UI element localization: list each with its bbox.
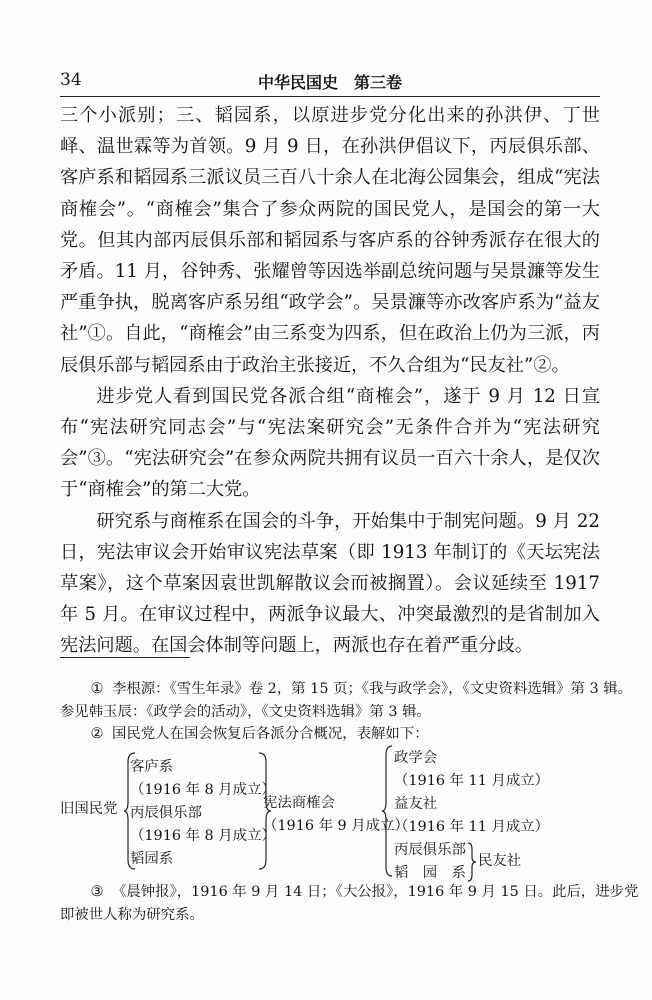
group-date: （1916 年 8 月成立） (130, 828, 276, 844)
merge-member: 丙辰俱乐部 (394, 842, 466, 858)
page-header (60, 70, 600, 94)
group-name: 客庐系 (130, 759, 174, 775)
footnote-mark: ① (90, 681, 104, 697)
body-text (60, 100, 600, 662)
group-name: 益友社 (394, 796, 438, 812)
right-brace (381, 745, 393, 877)
group-date: （1916 年 11 月成立） (394, 819, 550, 835)
group-name: 丙辰俱乐部 (130, 805, 202, 821)
header-rule (60, 96, 600, 97)
footnote-mark: ③ (90, 884, 104, 900)
footnote-1 (60, 678, 632, 724)
merge-result: 民友社 (478, 853, 522, 869)
running-title: 中华民国史 第三卷 (257, 73, 402, 92)
middle-group-date: （1916 年 9 月成立） (263, 818, 409, 834)
page-number: 34 (60, 70, 82, 90)
footnote-text: 参见韩玉辰：《政学会的活动》，《文史资料选辑》第 3 辑。 (60, 704, 431, 720)
merge-brace (467, 842, 477, 882)
middle-group-name: 宪法商榷会 (263, 795, 335, 811)
paragraph: 进步党人看到国民党各派合组“商榷会”，遂于 9 月 12 日宣布“宪法研究同志会”与“宪法案研究会”无条件合并为“宪法研究会”③。“宪法研究会”在参众两院共拥有议员一百六十余人，是仅次于“商榷会”的第二大党。 (60, 385, 600, 501)
group-date: （1916 年 8 月成立） (130, 782, 276, 798)
footnote-3 (60, 881, 639, 927)
footnote-rule (60, 657, 190, 658)
group-name: 政学会 (394, 750, 438, 766)
footnote-text: 即被世人称为研究系。 (60, 907, 204, 923)
group-date: （1916 年 11 月成立） (394, 773, 550, 789)
paragraph: 研究系与商榷系在国会的斗争，开始集中于制宪问题。9 月 22 日，宪法审议会开始审议宪法草案（即 1913 年制订的《天坛宪法草案》，这个草案因袁世凯解散议会而被搁置）。会议延续至 1917 年 5 月。在审议过程中，两派争议最大、冲突最激烈的是省制加入宪法问题。在国会体制等问题上，两派也存在着严重分歧。 (60, 510, 600, 657)
paragraph: 三个小派别；三、韬园系，以原进步党分化出来的孙洪伊、丁世峄、温世霖等为首领。9 月 9 日，在孙洪伊倡议下，丙辰俱乐部、客庐系和韬园系三派议员三百八十余人在北海公园集会，组成“宪法商榷会”。“商榷会”集合了参众两院的国民党人，是国会的第一大党。但其内部丙辰俱乐部和韬园系与客庐系的谷钟秀派存在很大的矛盾。11 月，谷钟秀、张耀曾等因选举副总统问题与吴景濂等发生严重争执，脱离客庐系另组“政学会”。吴景濂等亦改客庐系为“益友社”①。自此，“商榷会”由三系变为四系，但在政治上仍为三派，丙辰俱乐部与韬园系由于政治主张接近，不久合组为“民友社”②。 (60, 105, 600, 376)
footnote-text: 《晨钟报》，1916 年 9 月 14 日；《大公报》，1916 年 9 月 15 日。此后，进步党 (112, 884, 639, 900)
group-name: 韬园系 (130, 851, 174, 867)
merge-member: 韬 园 系 (394, 865, 466, 881)
footnote-text: 国民党人在国会恢复后各派分合概况，表解如下： (112, 726, 429, 742)
footnote-2 (60, 723, 605, 746)
footnote-mark: ② (90, 726, 104, 742)
footnote-text: 李根源：《雪生年录》卷 2，第 15 页；《我与政学会》，《文史资料选辑》第 3 辑。 (112, 681, 632, 697)
diagram-root: 旧国民党 (60, 801, 118, 817)
